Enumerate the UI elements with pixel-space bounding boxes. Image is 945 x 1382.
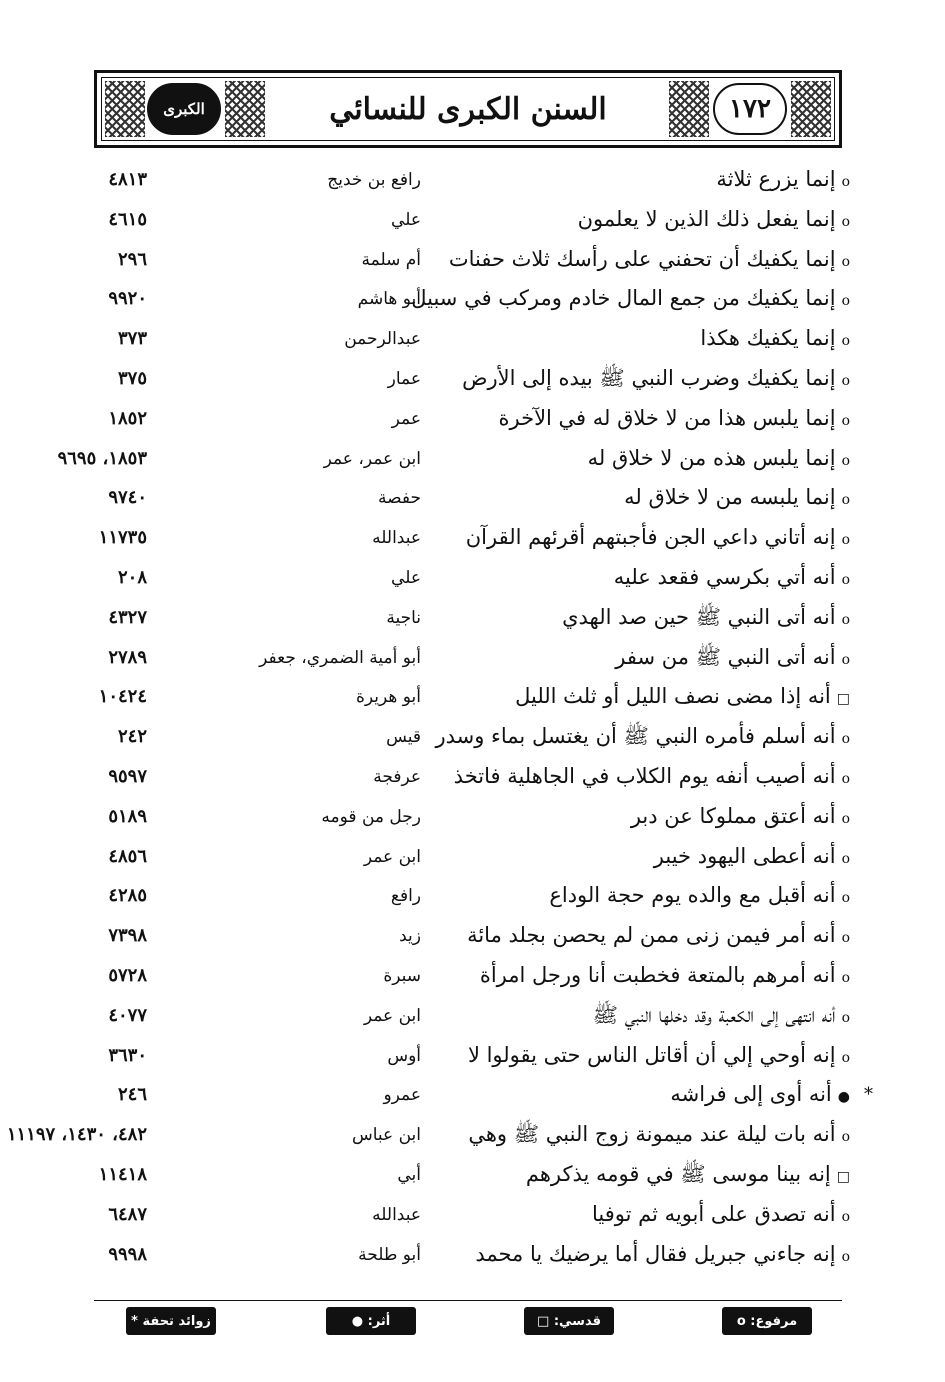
list-item: [0, 996, 945, 1036]
list-item: [0, 279, 945, 319]
hadith-reference-numbers: ٣٦٣٠: [108, 1044, 147, 1066]
narrator-name: أبو طلحة: [358, 1244, 421, 1265]
type-marker-icon: o: [841, 890, 850, 907]
narrator-name: ابن عباس: [351, 1125, 421, 1146]
type-marker-icon: o: [841, 969, 850, 986]
type-marker-icon: o: [841, 1248, 850, 1265]
type-marker-icon: o: [841, 452, 850, 469]
list-item: [0, 837, 945, 877]
type-marker-icon: o: [841, 611, 850, 628]
type-marker-icon: ●: [837, 1089, 850, 1106]
narrator-name: زيد: [399, 926, 421, 947]
hadith-phrase: [654, 839, 850, 876]
hadith-phrase: [588, 441, 850, 478]
page-header: [94, 70, 842, 148]
hadith-text: أنه انتهى إلى الكعبة وقد دخلها النبي ﷺ: [592, 1002, 836, 1027]
hadith-text: أنه أتى النبي ﷺ من سفر: [615, 644, 836, 669]
narrator-name: أم سلمة: [361, 249, 421, 270]
narrator-name: عرفجة: [373, 766, 421, 787]
list-item: [0, 1036, 945, 1076]
hadith-text: إنه بينا موسى ﷺ في قومه يذكرهم: [525, 1161, 831, 1186]
hadith-reference-numbers: ١٨٥٣، ٩٦٩٥: [57, 447, 147, 469]
list-item: [0, 598, 945, 638]
hadith-text: إنما يزرع ثلاثة: [716, 167, 836, 191]
hadith-text: إنه أوحي إلي أن أقاتل الناس حتى يقولوا لا: [467, 1042, 836, 1067]
hadith-text: أنه أوى إلى فراشه: [670, 1082, 832, 1107]
list-item: [0, 1155, 945, 1195]
hadith-text: أنه إذا مضى نصف الليل أو ثلث الليل: [515, 684, 831, 709]
list-item: [0, 956, 945, 996]
hadith-reference-numbers: ٧٣٩٨: [108, 925, 147, 947]
hadith-reference-numbers: ٥١٨٩: [108, 805, 147, 827]
list-item: [0, 478, 945, 518]
narrator-name: قيس: [386, 727, 421, 748]
type-marker-icon: o: [841, 571, 850, 588]
narrator-name: أبو هاشم: [357, 289, 421, 310]
hadith-phrase: [562, 600, 850, 637]
hadith-reference-numbers: ١٠٤٢٤: [98, 686, 147, 708]
narrator-name: حفصة: [378, 488, 421, 509]
hadith-phrase: [435, 719, 850, 756]
hadith-text: أنه أصيب أنفه يوم الكلاب في الجاهلية فاتخذ: [453, 763, 836, 788]
type-marker-icon: o: [841, 850, 850, 867]
page-title: السنن الكبرى للنسائي: [329, 91, 607, 127]
hadith-reference-numbers: ٢٤٢: [117, 726, 147, 748]
hadith-phrase: [480, 958, 850, 995]
hadith-phrase: [466, 520, 850, 557]
hadith-text: أنه أتي بكرسي فقعد عليه: [613, 564, 836, 589]
hadith-text: أنه أعطى اليهود خيبر: [653, 843, 836, 868]
type-marker-icon: □: [836, 1168, 850, 1185]
type-marker-icon: o: [841, 1208, 850, 1225]
narrator-name: عبدالرحمن: [344, 329, 421, 350]
type-marker-icon: o: [841, 253, 850, 270]
list-item: [0, 439, 945, 479]
hadith-text: إنما يكفيك هكذا: [700, 326, 836, 351]
list-item: [0, 916, 945, 956]
narrator-name: أوس: [387, 1045, 421, 1066]
hadith-text: إنما يكفيك من جمع المال خادم ومركب في سبيل: [411, 286, 836, 311]
list-item: [0, 160, 945, 200]
narrator-name: سبرة: [383, 965, 421, 986]
hadith-reference-numbers: ٤٢٨٥: [108, 885, 147, 907]
narrator-name: عبدالله: [372, 528, 421, 549]
list-item: [0, 359, 945, 399]
hadith-phrase: [499, 401, 851, 438]
hadith-phrase: [549, 878, 850, 915]
hadith-reference-numbers: ٤٨١٣: [108, 169, 147, 190]
narrator-name: رافع بن خديج: [327, 170, 421, 190]
list-item: [0, 319, 945, 359]
hadith-phrase: [468, 1117, 850, 1154]
hadith-reference-numbers: ٩٧٤٠: [108, 487, 147, 509]
narrator-name: عمرو: [383, 1085, 421, 1106]
narrator-name: أبو أمية الضمري، جعفر: [259, 647, 421, 668]
hadith-reference-numbers: ٢٩٦: [117, 248, 147, 270]
hadith-reference-numbers: ٤٦١٥: [108, 208, 147, 230]
hadith-reference-numbers: ٤٠٧٧: [108, 1004, 147, 1026]
narrator-name: ناجية: [386, 607, 421, 628]
list-item: [0, 558, 945, 598]
list-item: [0, 518, 945, 558]
hadith-text: أنه أسلم فأمره النبي ﷺ أن يغتسل بماء وسدر: [435, 724, 836, 749]
list-item: [0, 797, 945, 837]
ornament-icon: [791, 81, 831, 137]
type-marker-icon: o: [841, 372, 850, 389]
hadith-reference-numbers: ١٨٥٢: [108, 407, 147, 429]
hadith-phrase: [615, 640, 850, 677]
hadith-phrase: [592, 1197, 850, 1234]
type-marker-icon: □: [836, 691, 850, 708]
type-marker-icon: o: [841, 1009, 850, 1026]
hadith-reference-numbers: ٤٨٥٦: [108, 845, 147, 867]
list-item: [0, 1115, 945, 1155]
list-item: [0, 200, 945, 240]
ornament-icon: [669, 81, 709, 137]
hadith-phrase: [515, 679, 850, 716]
hadith-phrase: [614, 560, 850, 597]
type-marker-icon: o: [841, 930, 850, 947]
hadith-phrase: [462, 361, 850, 398]
type-marker-icon: o: [841, 651, 850, 668]
hadith-text: أنه أقبل مع والده يوم حجة الوداع: [549, 883, 836, 908]
type-marker-icon: o: [841, 532, 850, 549]
narrator-name: أبو هريرة: [355, 687, 421, 708]
hadith-text: أنه أتى النبي ﷺ حين صد الهدي: [562, 604, 836, 629]
type-marker-icon: o: [841, 770, 850, 787]
hadith-text: أنه أمرهم بالمتعة فخطبت أنا ورجل امرأة: [479, 962, 836, 987]
book-logo-icon: الكبرى: [147, 83, 221, 135]
hadith-reference-numbers: ٣٧٣: [117, 328, 147, 350]
hadith-phrase: [716, 162, 850, 199]
legend-qudsi: قدسي: □: [524, 1307, 614, 1335]
hadith-reference-numbers: ٢٠٨: [117, 566, 147, 588]
legend-athar: أثر: ●: [326, 1307, 416, 1335]
narrator-name: عبدالله: [372, 1204, 421, 1225]
hadith-phrase: [631, 799, 850, 836]
hadith-text: إنه جاءني جبريل فقال أما يرضيك يا محمد: [475, 1241, 836, 1266]
hadith-phrase: [475, 1237, 850, 1274]
hadith-phrase: [454, 759, 850, 796]
type-marker-icon: o: [841, 810, 850, 827]
narrator-name: أبي: [397, 1164, 421, 1185]
list-item: [0, 1075, 945, 1115]
list-item: [0, 1195, 945, 1235]
hadith-phrase: [578, 202, 850, 239]
hadith-text: إنما يكفيك وضرب النبي ﷺ بيده إلى الأرض: [462, 365, 836, 390]
hadith-phrase: [593, 998, 850, 1035]
hadith-text: أنه بات ليلة عند ميمونة زوج النبي ﷺ وهي: [468, 1122, 836, 1147]
hadith-reference-numbers: ٦٤٨٧: [108, 1203, 147, 1225]
narrator-name: ابن عمر: [363, 1005, 421, 1026]
ornament-icon: [225, 81, 265, 137]
hadith-reference-numbers: ٢٤٦: [117, 1084, 147, 1106]
narrator-name: ابن عمر: [363, 846, 421, 867]
hadith-phrase: [670, 1077, 850, 1114]
hadith-text: إنما يلبس هذه من لا خلاق له: [587, 445, 836, 470]
type-marker-icon: o: [841, 1129, 850, 1146]
hadith-text: إنما يلبس هذا من لا خلاق له في الآخرة: [498, 405, 836, 430]
footer-divider: [94, 1300, 842, 1301]
legend-zawaid: زوائد تحفة *: [126, 1307, 216, 1335]
type-marker-icon: o: [841, 1049, 850, 1066]
legend-marfu: مرفوع: o: [722, 1307, 812, 1335]
hadith-reference-numbers: ٩٩٢٠: [108, 288, 147, 310]
hadith-phrase: [700, 321, 850, 358]
type-marker-icon: o: [841, 213, 850, 230]
list-item: [0, 717, 945, 757]
hadith-reference-numbers: ١١٧٣٥: [98, 527, 147, 549]
list-item: [0, 399, 945, 439]
hadith-phrase: [624, 480, 850, 517]
ornament-icon: [105, 81, 145, 137]
type-marker-icon: o: [841, 174, 850, 190]
list-item: [0, 240, 945, 280]
hadith-text: إنما يلبسه من لا خلاق له: [624, 485, 836, 510]
zawaid-star-icon: *: [864, 1084, 873, 1106]
hadith-phrase: [468, 1038, 850, 1075]
narrator-name: رافع: [390, 886, 421, 907]
narrator-name: عمر: [391, 408, 421, 429]
narrator-name: علي: [391, 567, 421, 588]
narrator-name: عمار: [387, 368, 421, 389]
hadith-reference-numbers: ٥٧٢٨: [108, 964, 147, 986]
hadith-text: أنه أعتق مملوكا عن دبر: [630, 803, 836, 828]
list-item: [0, 876, 945, 916]
hadith-phrase: [411, 281, 850, 318]
hadith-text: إنما يفعل ذلك الذين لا يعلمون: [577, 206, 836, 231]
hadith-text: إنما يكفيك أن تحفني على رأسك ثلاث حفنات: [448, 246, 836, 271]
index-list: [0, 160, 945, 1274]
hadith-phrase: [449, 242, 850, 279]
type-marker-icon: o: [841, 412, 850, 429]
list-item: [0, 757, 945, 797]
narrator-name: رجل من قومه: [321, 806, 421, 827]
type-marker-icon: o: [841, 492, 850, 509]
hadith-reference-numbers: ٣٧٥: [117, 367, 147, 389]
hadith-text: أنه تصدق على أبويه ثم توفيا: [591, 1201, 836, 1226]
hadith-phrase: [526, 1157, 850, 1194]
page-number: ١٧٢: [713, 83, 787, 135]
type-marker-icon: o: [841, 731, 850, 748]
hadith-reference-numbers: ١١٤١٨: [98, 1163, 147, 1185]
type-marker-icon: o: [841, 293, 850, 310]
hadith-text: أنه أمر فيمن زنى ممن لم يحصن بجلد مائة: [467, 923, 836, 948]
hadith-text: إنه أتاني داعي الجن فأجبتهم أقرئهم القرآن: [465, 525, 836, 550]
list-item: [0, 677, 945, 717]
narrator-name: ابن عمر، عمر: [323, 448, 421, 469]
list-item: [0, 1235, 945, 1275]
list-item: [0, 638, 945, 678]
hadith-reference-numbers: ٩٥٩٧: [108, 765, 147, 787]
hadith-reference-numbers: ٩٩٩٨: [108, 1243, 147, 1265]
hadith-reference-numbers: ٤٨٢، ١٤٣٠، ١١١٩٧: [6, 1124, 147, 1146]
hadith-reference-numbers: ٤٣٢٧: [108, 606, 147, 628]
narrator-name: علي: [391, 209, 421, 230]
type-marker-icon: o: [841, 333, 850, 350]
hadith-phrase: [467, 918, 850, 955]
hadith-reference-numbers: ٢٧٨٩: [108, 646, 147, 668]
